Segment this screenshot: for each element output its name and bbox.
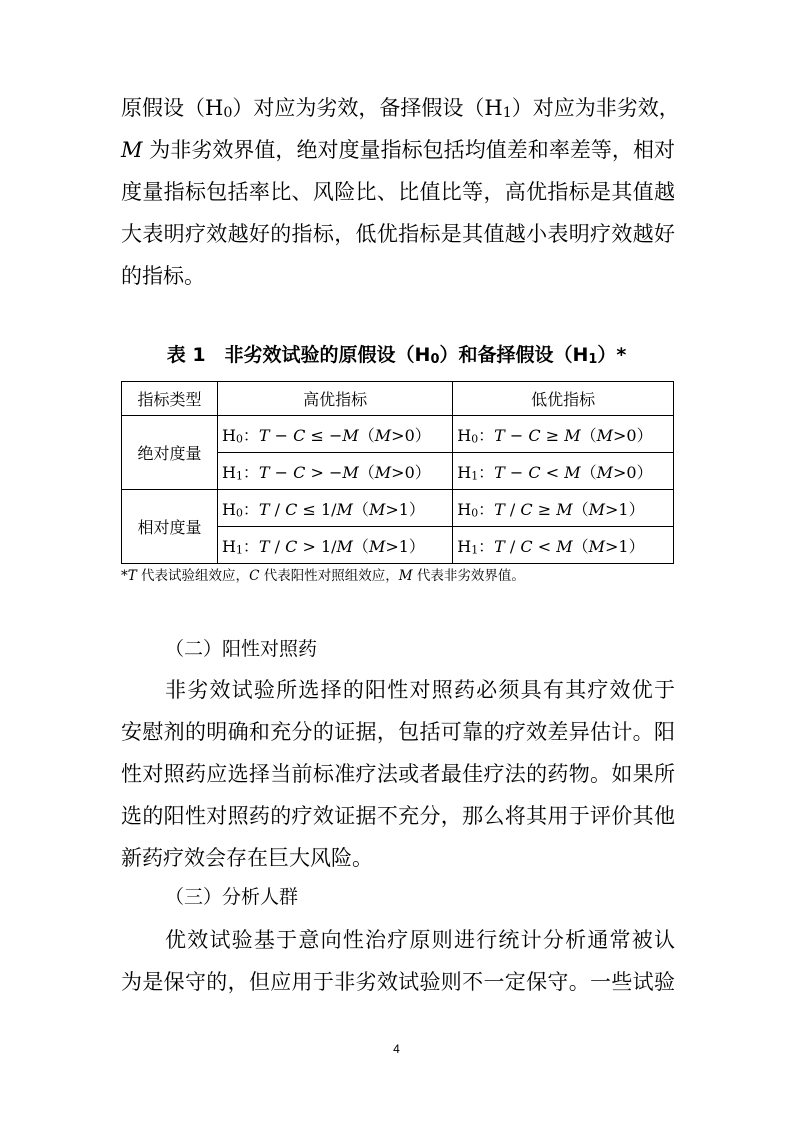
hypothesis-table — [121, 381, 674, 564]
table-header-cell: 高优指标 — [218, 382, 453, 416]
paragraph-line: 非劣效试验所选择的阳性对照药必须具有其疗效优于 — [165, 678, 675, 702]
table-cell: $H_0$：T / C ≤ 1/M（M>1） — [218, 490, 453, 527]
paragraph-line: 选的阳性对照药的疗效证据不充分，那么将其用于评价其他 — [121, 804, 675, 828]
paragraph-line: 安慰剂的明确和充分的证据，包括可靠的疗效差异估计。阳 — [121, 720, 675, 744]
table-cell: $H_0$：T − C ≥ M（M>0） — [453, 416, 674, 453]
paragraph-line: 原假设$(H_0)$对应为劣效，备择假设$(H_1)$对应为非劣效， — [121, 96, 680, 122]
table-cell: $H_0$：T − C ≤ −M（M>0） — [218, 416, 453, 453]
section-heading: （三）分析人群 — [165, 886, 299, 908]
table-note: *T 代表试验组效应，C 代表阳性对照组效应，M 代表非劣效界值。 — [121, 568, 525, 584]
paragraph-line: 为是保守的，但应用于非劣效试验则不一定保守。一些试验 — [121, 970, 675, 994]
paragraph-line: 的指标。 — [121, 264, 205, 288]
table-header-row — [122, 382, 674, 416]
table-header-cell: 指标类型 — [122, 382, 218, 416]
table-cell: $H_1$：T − C > −M（M>0） — [218, 453, 453, 490]
paragraph-line: 大表明疗效越好的指标，低优指标是其值越小表明疗效越好 — [121, 222, 675, 246]
paragraph-line: 优效试验基于意向性治疗原则进行统计分析通常被认 — [165, 928, 675, 952]
paragraph-line: 性对照药应选择当前标准疗法或者最佳疗法的药物。如果所 — [121, 762, 675, 786]
page-number: 4 — [393, 1042, 400, 1056]
table-cell: $H_0$：T / C ≥ M（M>1） — [453, 490, 674, 527]
table-row-type: 绝对度量 — [122, 416, 218, 490]
table-caption: 表 1 非劣效试验的原假设$(H_0)$和备择假设$(H_1)*$ — [166, 344, 627, 367]
table-cell: $H_1$：T / C > 1/M（M>1） — [218, 527, 453, 564]
paragraph-line: 度量指标包括率比、风险比、比值比等，高优指标是其值越 — [121, 180, 675, 204]
section-heading: （二）阳性对照药 — [165, 638, 318, 660]
table-row-type: 相对度量 — [122, 490, 218, 564]
table-cell: $H_1$：T / C < M（M>1） — [453, 527, 674, 564]
table-row — [122, 416, 674, 453]
paragraph-line: 新药疗效会存在巨大风险。 — [121, 846, 373, 870]
paragraph-line: M 为非劣效界值，绝对度量指标包括均值差和率差等，相对 — [121, 138, 675, 162]
table-cell: $H_1$：T − C < M（M>0） — [453, 453, 674, 490]
table-row — [122, 490, 674, 527]
table-header-cell: 低优指标 — [453, 382, 674, 416]
